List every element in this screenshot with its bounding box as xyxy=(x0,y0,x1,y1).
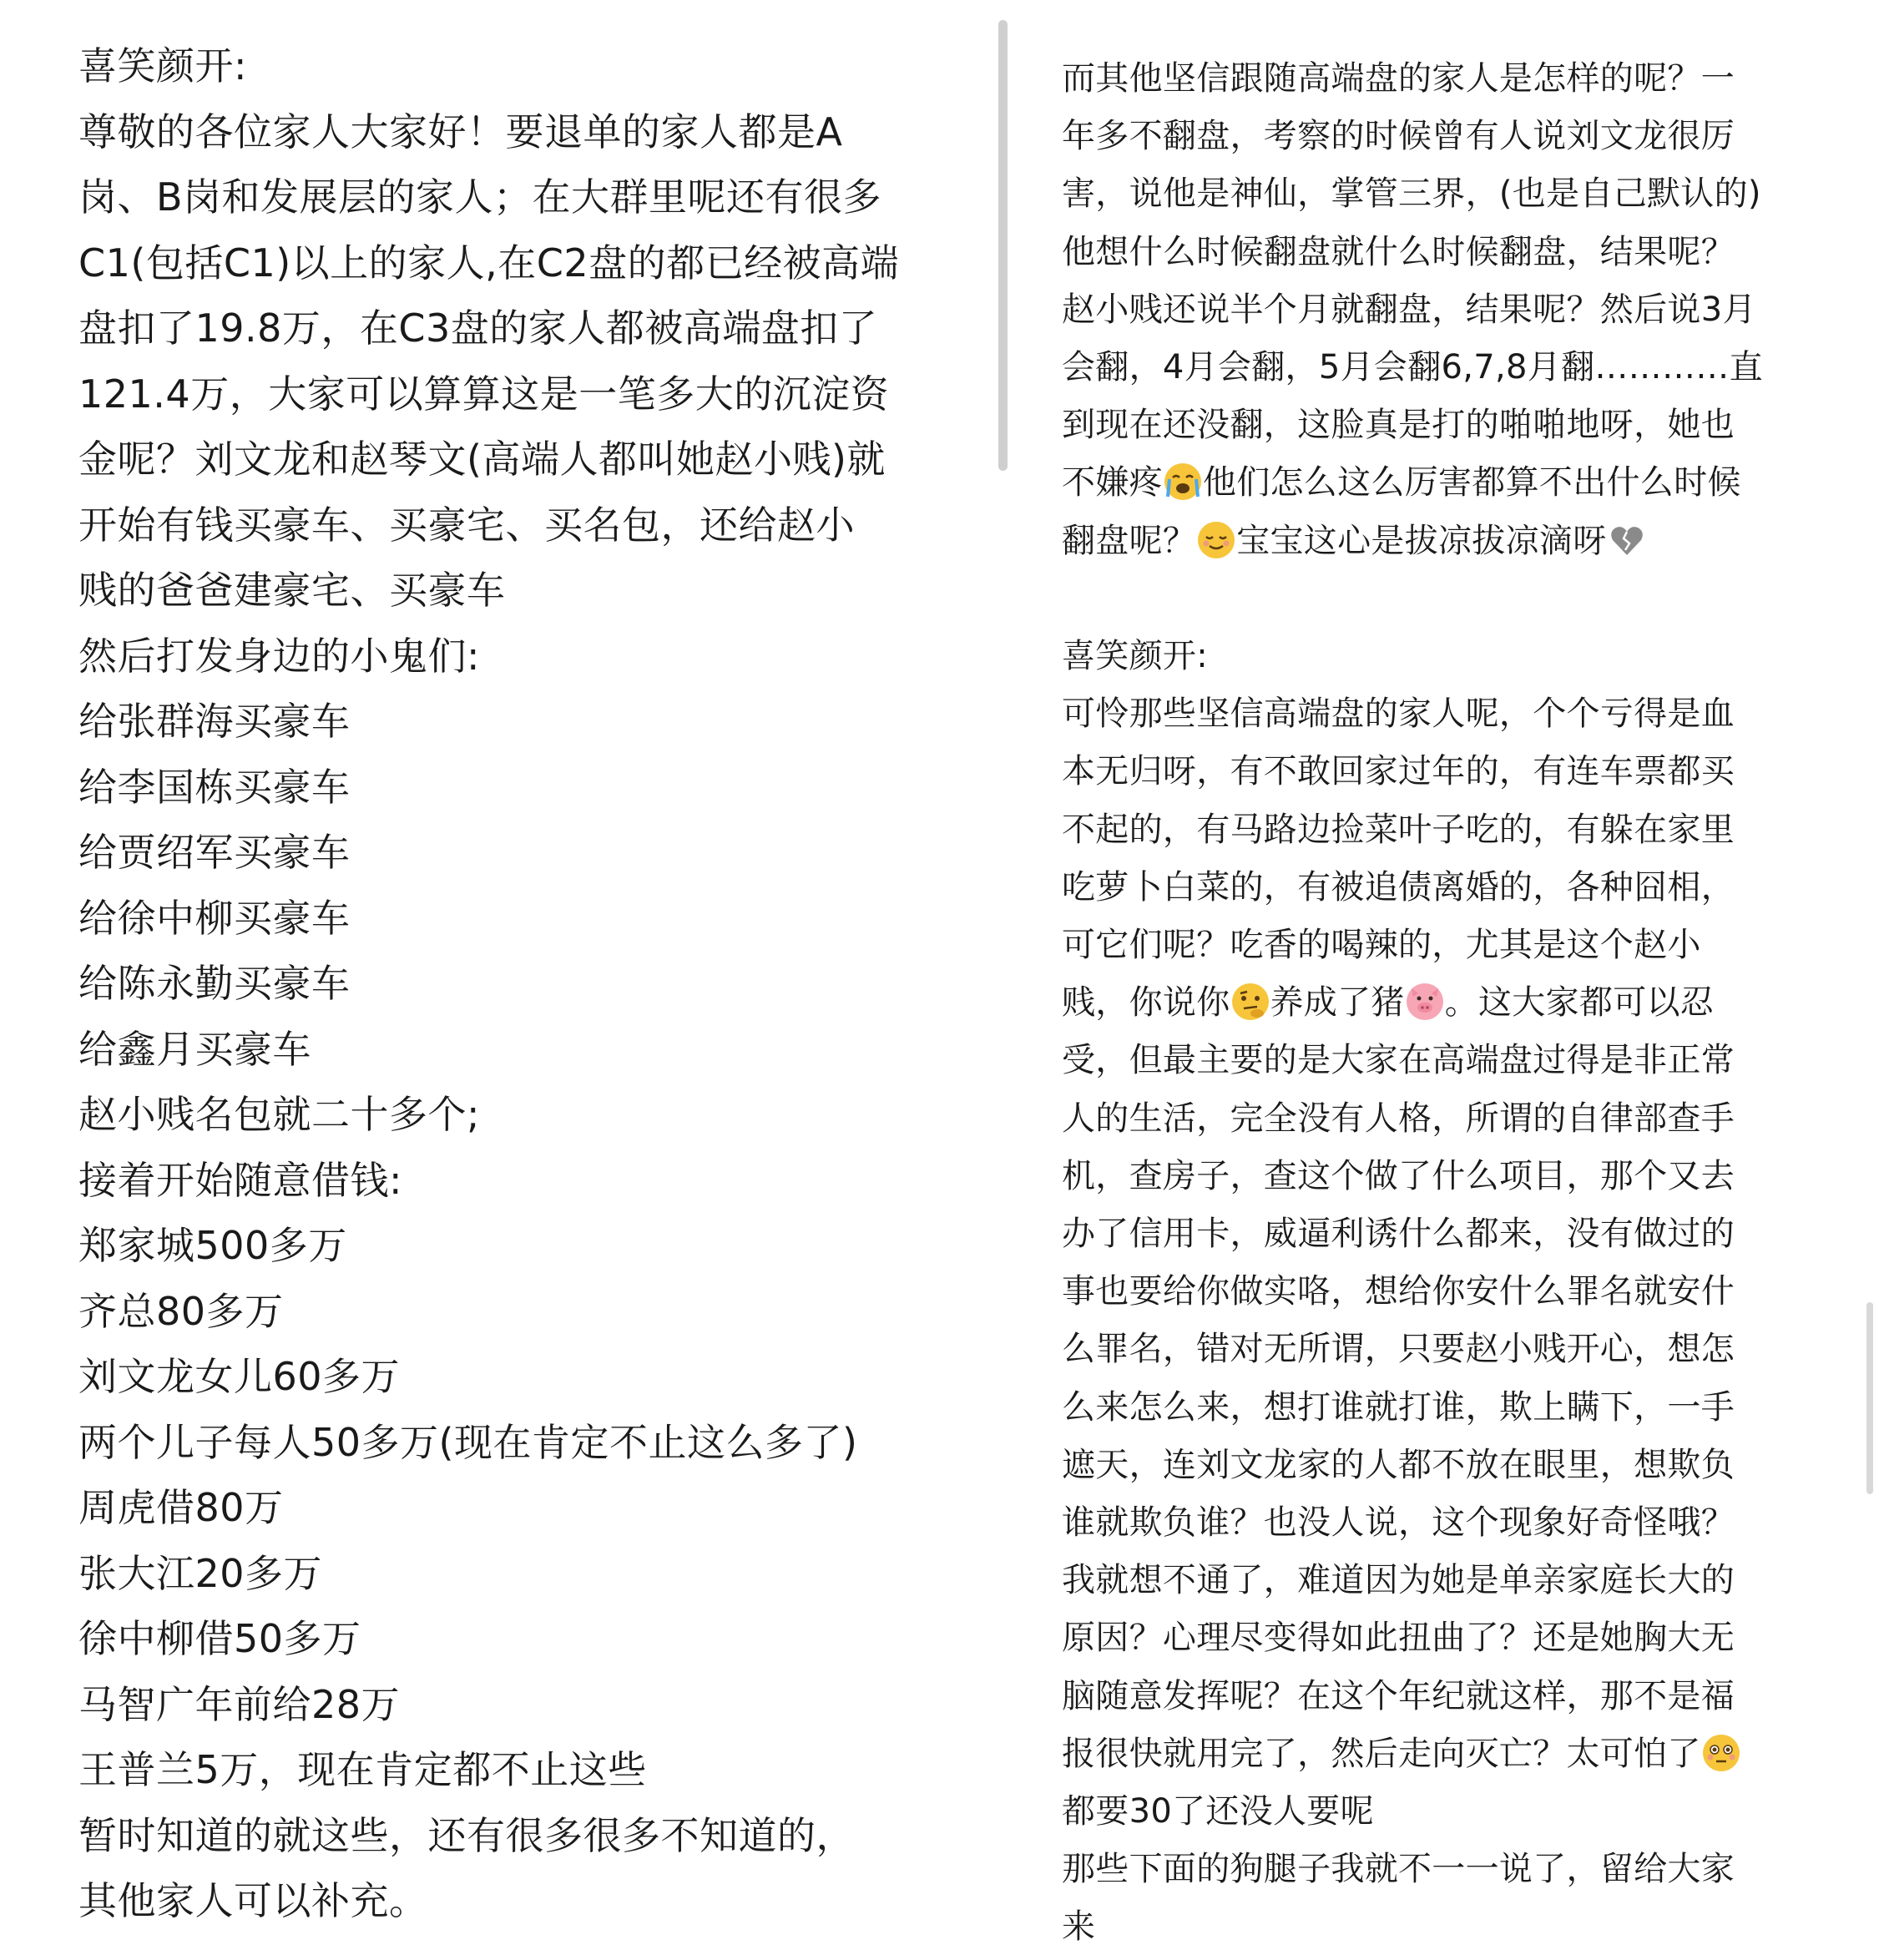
text-line: 不起的，有马路边捡菜叶子吃的，有躲在家里 xyxy=(1062,810,1735,849)
text-line: 两个儿子每人50多万(现在肯定不止这么多了) xyxy=(78,1419,858,1465)
text-line: 么罪名，错对无所谓，只要赵小贱开心，想怎 xyxy=(1062,1330,1735,1369)
column-divider-scrollbar[interactable] xyxy=(998,20,1008,471)
text-line: 办了信用卡，威逼利诱什么都来，没有做过的 xyxy=(1062,1215,1735,1254)
text-line: 然后打发身边的小鬼们: xyxy=(78,633,480,679)
text-line: 么来怎么来，想打谁就打谁，欺上瞒下，一手 xyxy=(1062,1387,1735,1427)
text-line: 其他家人可以补充。 xyxy=(78,1878,428,1923)
text-line: 遮天，连刘文龙家的人都不放在眼里，想欺负 xyxy=(1062,1445,1735,1484)
text-line: 岗、B岗和发展层的家人；在大群里呢还有很多 xyxy=(78,174,882,220)
text-line: 马智广年前给28万 xyxy=(78,1681,401,1727)
text-line: 给李国栋买豪车 xyxy=(78,764,351,810)
text-line: 刘文龙女儿60多万 xyxy=(78,1354,401,1399)
text-line: 我就想不通了，难道因为她是单亲家庭长大的 xyxy=(1062,1561,1735,1600)
text-line: 到现在还没翻，这脸真是打的啪啪地呀，她也 xyxy=(1062,406,1735,445)
text-line: 都要30了还没人要呢 xyxy=(1062,1792,1374,1831)
text-line: 给陈永勤买豪车 xyxy=(78,961,351,1006)
text-line: 给鑫月买豪车 xyxy=(78,1026,311,1072)
text-line: 谁就欺负谁？也没人说，这个现象好奇怪哦？ xyxy=(1062,1503,1735,1543)
text-line: 给张群海买豪车 xyxy=(78,699,351,744)
text-line: 121.4万，大家可以算算这是一笔多大的沉淀资 xyxy=(78,371,890,417)
pig-face-icon xyxy=(1407,983,1443,1020)
text-line: 齐总80多万 xyxy=(78,1288,284,1334)
text-line: 害，说他是神仙，掌管三界，(也是自己默认的) xyxy=(1062,174,1761,214)
text-line: 可怜那些坚信高端盘的家人呢，个个亏得是血 xyxy=(1062,695,1735,734)
text-line: 赵小贱名包就二十多个; xyxy=(78,1092,480,1137)
scrollbar-thumb[interactable] xyxy=(1866,1302,1873,1494)
text-line: 尊敬的各位家人大家好！要退单的家人都是A xyxy=(78,109,843,154)
text-line: 金呢？刘文龙和赵琴文(高端人都叫她赵小贱)就 xyxy=(78,437,886,482)
text-line: C1(包括C1)以上的家人,在C2盘的都已经被高端 xyxy=(78,240,900,285)
text-line: 吃萝卜白菜的，有被追债离婚的，各种囧相， xyxy=(1062,867,1735,907)
thinking-face-icon xyxy=(1232,983,1269,1020)
text-line: 徐中柳借50多万 xyxy=(78,1616,361,1661)
text-line: 机，查房子，查这个做了什么项目，那个又去 xyxy=(1062,1156,1735,1195)
text-line: 喜笑颜开: xyxy=(78,43,247,88)
text-line: 喜笑颜开: xyxy=(1062,637,1208,676)
text-line: 不嫌疼 他们怎么这么厉害都算不出什么时候 xyxy=(1062,463,1741,503)
text-line: 周虎借80万 xyxy=(78,1485,284,1530)
text-line: 盘扣了19.8万，在C3盘的家人都被高端盘扣了 xyxy=(78,306,878,351)
text-line: 来 xyxy=(1062,1907,1096,1947)
text-line: 人的生活，完全没有人格，所谓的自律部查手 xyxy=(1062,1099,1735,1138)
text-line: 年多不翻盘，考察的时候曾有人说刘文龙很厉 xyxy=(1062,117,1735,156)
text-line: 贱，你说你 养成了猪 。这大家都可以忍 xyxy=(1062,983,1715,1023)
loudly-crying-face-icon xyxy=(1164,463,1201,500)
text-line: 可它们呢？吃香的喝辣的，尤其是这个赵小 xyxy=(1062,926,1701,965)
left-column xyxy=(78,33,955,1934)
flushed-face-icon xyxy=(1703,1735,1740,1771)
text-line: 原因？心理尽变得如此扭曲了？还是她胸大无 xyxy=(1062,1619,1735,1658)
text-line: 赵小贱还说半个月就翻盘，结果呢？然后说3月 xyxy=(1062,290,1756,329)
text-line: 报很快就用完了，然后走向灭亡？太可怕了 xyxy=(1062,1725,1855,1783)
right-column xyxy=(1062,50,1855,1957)
text-line: 暂时知道的就这些，还有很多很多不知道的， xyxy=(78,1812,855,1858)
text-line: 给徐中柳买豪车 xyxy=(78,895,351,941)
text-line: 那些下面的狗腿子我就不一一说了，留给大家 xyxy=(1062,1850,1735,1889)
text-line: 事也要给你做实咯，想给你安什么罪名就安什 xyxy=(1062,1272,1735,1311)
text-line: 本无归呀，有不敢回家过年的，有连车票都买 xyxy=(1062,752,1735,791)
text-line: 贱的爸爸建豪宅、买豪车 xyxy=(78,568,506,613)
text-line: 而其他坚信跟随高端盘的家人是怎样的呢？一 xyxy=(1062,59,1735,98)
text-line: 会翻，4月会翻，5月会翻6,7,8月翻…………直 xyxy=(1062,348,1763,387)
text-line: 张大江20多万 xyxy=(78,1550,323,1596)
text-line: 他想什么时候翻盘就什么时候翻盘，结果呢？ xyxy=(1062,232,1735,271)
text-line: 给贾绍军买豪车 xyxy=(78,830,351,875)
text-line: 翻盘呢？ 宝宝这心是拔凉拔凉滴呀 xyxy=(1062,513,1855,570)
text-line: 受，但最主要的是大家在高端盘过得是非正常 xyxy=(1062,1041,1735,1080)
broken-heart-icon xyxy=(1609,522,1645,558)
text-line: 开始有钱买豪车、买豪宅、买名包，还给赵小 xyxy=(78,502,855,548)
text-line: 郑家城500多万 xyxy=(78,1223,347,1268)
relieved-face-icon xyxy=(1198,522,1235,558)
text-line: 接着开始随意借钱: xyxy=(78,1157,402,1203)
text-line: 王普兰5万，现在肯定都不止这些 xyxy=(78,1747,647,1792)
text-line: 脑随意发挥呢？在这个年纪就这样，那不是福 xyxy=(1062,1676,1735,1715)
